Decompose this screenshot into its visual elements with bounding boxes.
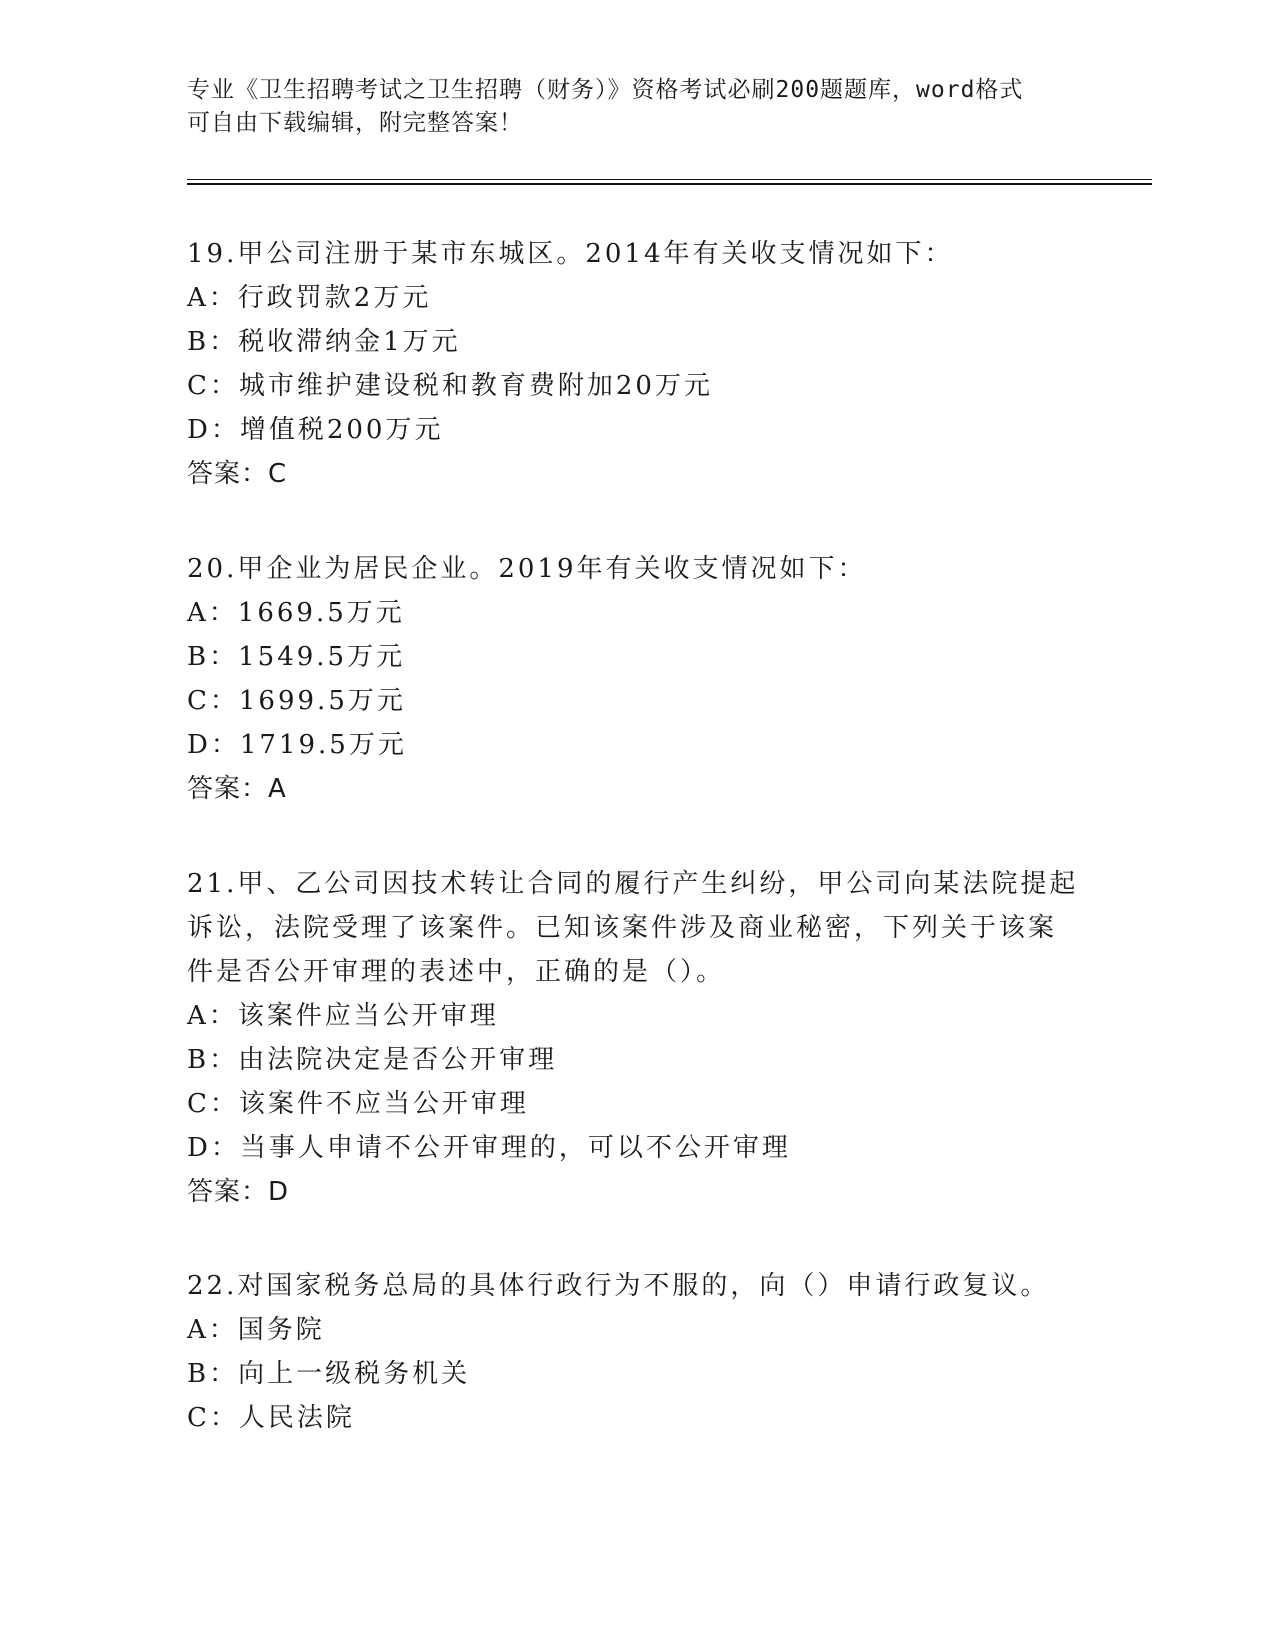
question-21-stem-line-2: 诉讼，法院受理了该案件。已知该案件涉及商业秘密，下列关于该案 <box>187 913 1058 943</box>
question-19-option-c: C：城市维护建设税和教育费附加20万元 <box>187 371 713 401</box>
question-19-answer: 答案：C <box>187 459 288 489</box>
header-line-2: 可自由下载编辑，附完整答案！ <box>187 110 523 136</box>
question-20-option-d: D：1719.5万元 <box>187 730 407 760</box>
question-19-option-d: D：增值税200万元 <box>187 415 444 445</box>
header-divider <box>187 179 1152 180</box>
question-21-option-b: B：由法院决定是否公开审理 <box>187 1045 558 1075</box>
question-21-answer: 答案：D <box>187 1177 290 1207</box>
header-divider-thick <box>187 183 1152 185</box>
question-20-option-c: C：1699.5万元 <box>187 686 406 716</box>
question-19-option-b: B：税收滞纳金1万元 <box>187 327 461 357</box>
question-20-option-b: B：1549.5万元 <box>187 642 406 672</box>
question-21-stem-line-3: 件是否公开审理的表述中，正确的是（）。 <box>187 957 726 987</box>
document-header <box>187 74 1087 140</box>
header-line-1: 专业《卫生招聘考试之卫生招聘（财务）》资格考试必刷200题题库，word格式 <box>187 77 1024 103</box>
question-20-answer: 答案：A <box>187 774 287 804</box>
question-20-option-a: A：1669.5万元 <box>187 598 405 628</box>
question-21-option-c: C：该案件不应当公开审理 <box>187 1089 529 1119</box>
question-19-stem: 19.甲公司注册于某市东城区。2014年有关收支情况如下： <box>187 239 954 269</box>
question-20-stem: 20.甲企业为居民企业。2019年有关收支情况如下： <box>187 554 867 584</box>
question-21-option-a: A：该案件应当公开审理 <box>187 1001 499 1031</box>
question-22-option-a: A：国务院 <box>187 1315 325 1345</box>
question-21-option-d: D：当事人申请不公开审理的，可以不公开审理 <box>187 1133 791 1163</box>
question-19-option-a: A：行政罚款2万元 <box>187 283 432 313</box>
question-22-option-c: C：人民法院 <box>187 1403 355 1433</box>
question-22-stem: 22.对国家税务总局的具体行政行为不服的，向（）申请行政复议。 <box>187 1271 1050 1301</box>
question-22-option-b: B：向上一级税务机关 <box>187 1359 471 1389</box>
question-21-stem-line-1: 21.甲、乙公司因技术转让合同的履行产生纠纷，甲公司向某法院提起 <box>187 869 1079 899</box>
